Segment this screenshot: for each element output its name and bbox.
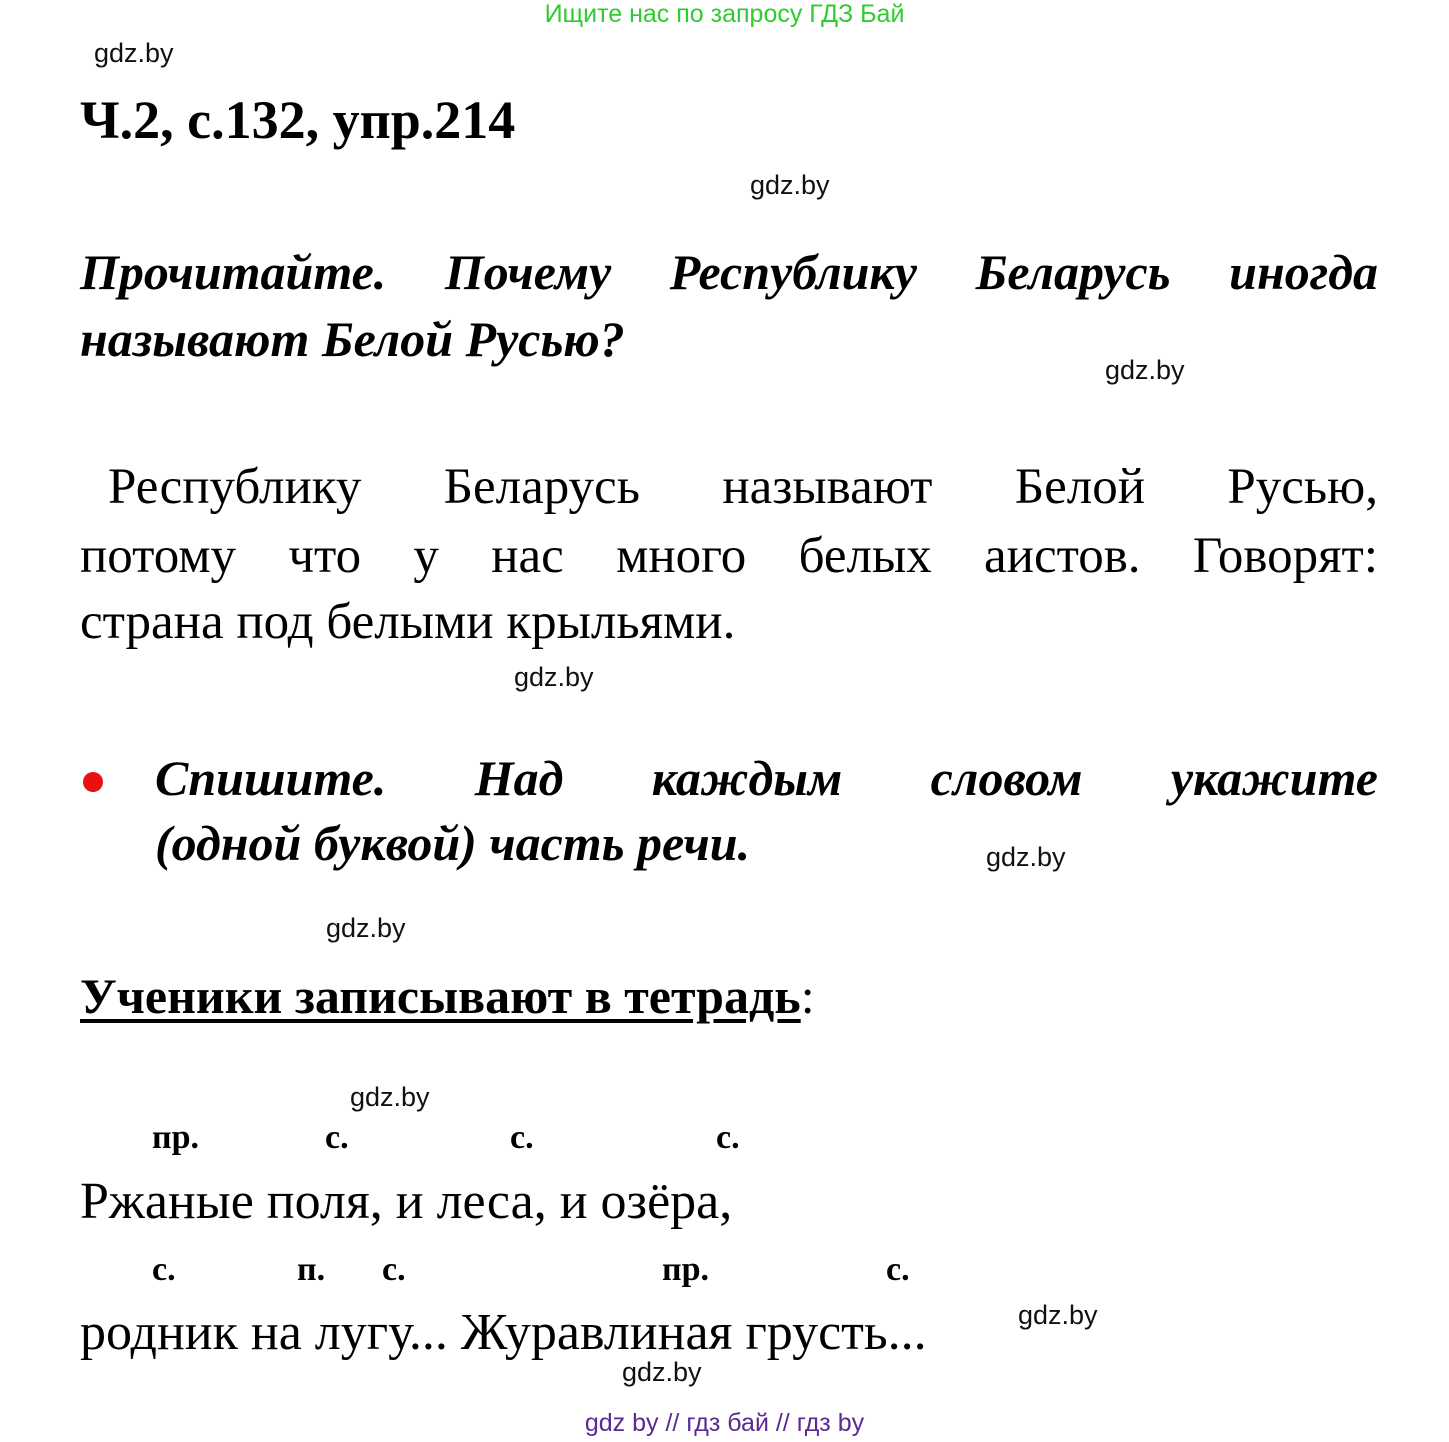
- watermark: gdz.by: [94, 38, 174, 68]
- pos-label: с.: [325, 1119, 349, 1156]
- pos-label: п.: [297, 1251, 326, 1288]
- footer-links: gdz by // гдз бай // гдз by: [584, 1409, 865, 1437]
- watermark: gdz.by: [326, 913, 406, 943]
- pos-label: с.: [716, 1119, 740, 1156]
- notebook-heading: [80, 966, 815, 1026]
- page-title: Ч.2, с.132, упр.214: [80, 90, 516, 150]
- pos-label: с.: [152, 1251, 176, 1288]
- pos-label: с.: [382, 1251, 406, 1288]
- watermark: gdz.by: [986, 842, 1066, 872]
- instruction-line: (одной буквой) часть речи.: [155, 815, 751, 871]
- poem-line: родник на лугу... Журавлиная грусть...: [80, 1304, 927, 1361]
- poem-line: Ржаные поля, и леса, и озёра,: [80, 1173, 733, 1230]
- question-line: Прочитайте. Почему Республику Беларусь иногда: [80, 244, 1378, 300]
- question-line: называют Белой Русью?: [80, 311, 625, 367]
- watermark: gdz.by: [622, 1357, 702, 1387]
- bullet-icon: [83, 772, 103, 792]
- answer-line: страна под белыми крыльями.: [80, 594, 736, 650]
- pos-label: с.: [510, 1119, 534, 1156]
- pos-label: с.: [886, 1251, 910, 1288]
- instruction-line: Спишите. Над каждым словом укажите: [155, 750, 1378, 806]
- watermark: gdz.by: [514, 662, 594, 692]
- watermark: gdz.by: [750, 170, 830, 200]
- notebook-heading-text: Ученики записывают в тетрадь: [80, 968, 801, 1024]
- answer-line: потому что у нас много белых аистов. Говорят:: [80, 528, 1378, 584]
- watermark: gdz.by: [350, 1082, 430, 1112]
- watermark: gdz.by: [1018, 1300, 1098, 1330]
- pos-label: пр.: [152, 1119, 199, 1156]
- watermark: gdz.by: [1105, 355, 1185, 385]
- search-banner: Ищите нас по запросу ГДЗ Бай: [544, 0, 905, 28]
- answer-line: Республику Беларусь называют Белой Русью,: [108, 459, 1378, 515]
- colon: :: [800, 968, 815, 1024]
- pos-label: пр.: [662, 1251, 709, 1288]
